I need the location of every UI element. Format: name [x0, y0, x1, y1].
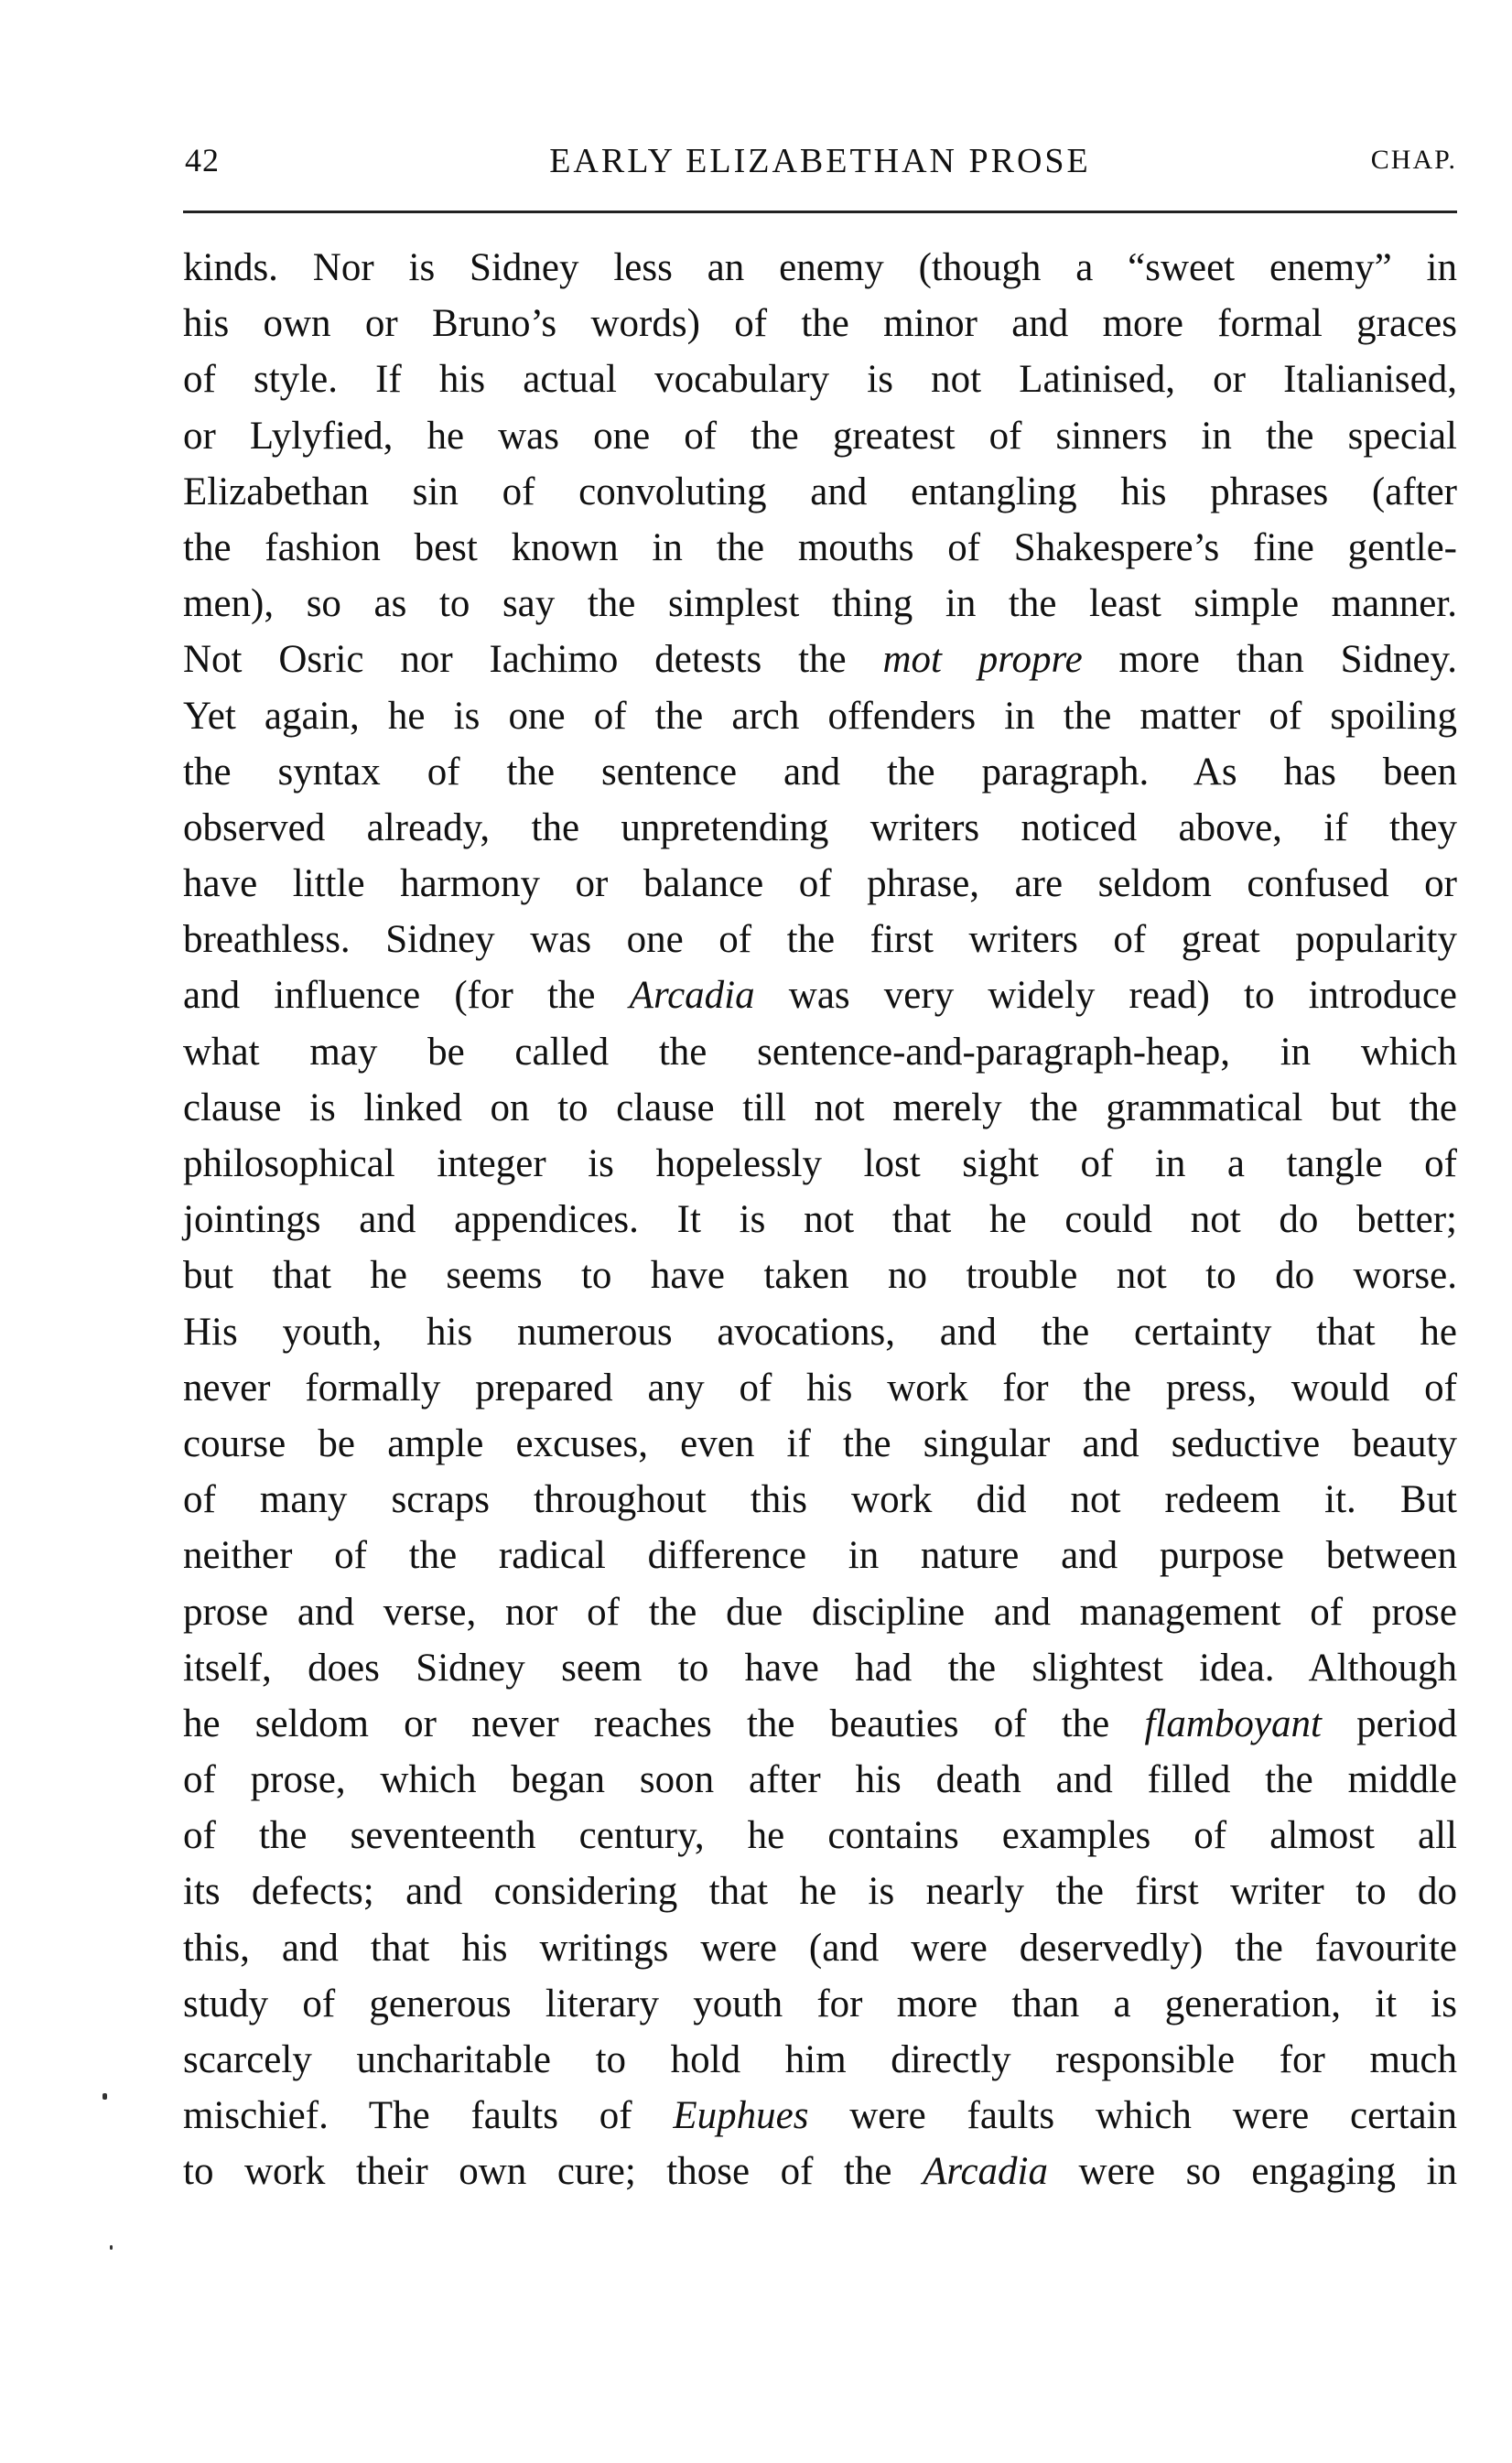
text-run: breathless. Sidney was one of the first writers of great popularity [183, 918, 1457, 962]
text-run: observed already, the unpretending writers noticed above, if they [183, 805, 1457, 849]
text-run: have little harmony or balance of phrase, are seldom confused or [183, 862, 1457, 906]
text-line [183, 1080, 1457, 1136]
text-line [183, 351, 1457, 407]
scan-speck [110, 2245, 113, 2250]
text-line [183, 967, 1457, 1023]
text-line [183, 800, 1457, 856]
text-run: its defects; and considering that he is nearly the first writer to do [183, 1870, 1457, 1914]
text-line [183, 912, 1457, 967]
text-line [183, 240, 1457, 296]
text-line [183, 1976, 1457, 2032]
text-run: kinds. Nor is Sidney less an enemy (though a “sweet enemy” in [183, 246, 1457, 289]
text-line [183, 744, 1457, 800]
text-line [183, 520, 1457, 576]
text-line [183, 1248, 1457, 1303]
text-line [183, 1472, 1457, 1528]
text-run: of many scraps throughout this work did not redeem it. But [183, 1478, 1457, 1522]
text-run: what may be called the sentence-and-paragraph-heap, in which [183, 1030, 1457, 1074]
italic-phrase: Arcadia [629, 974, 755, 1018]
text-run: period [1321, 1701, 1457, 1745]
text-run: were so engaging in [1048, 2150, 1458, 2194]
text-run: clause is linked on to clause till not merely the grammatical but the [183, 1086, 1457, 1129]
text-line [183, 1192, 1457, 1248]
scan-speck [103, 2093, 107, 2100]
text-run: the syntax of the sentence and the paragraph. As has been [183, 750, 1457, 794]
page-number: 42 [185, 142, 220, 178]
text-run: Yet again, he is one of the arch offenders in the matter of spoiling [183, 694, 1457, 738]
text-run: itself, does Sidney seem to have had the slightest idea. Although [183, 1646, 1457, 1690]
chapter-label: CHAP. [1370, 145, 1457, 175]
text-run: this, and that his writings were (and were deservedly) the favourite [183, 1926, 1457, 1970]
italic-phrase: Euphues [673, 2094, 809, 2138]
text-run: men), so as to say the simplest thing in the least simple manner. [183, 582, 1457, 626]
text-line [183, 2088, 1457, 2144]
header-rule [183, 211, 1457, 213]
text-line [183, 1640, 1457, 1696]
text-run: the fashion best known in the mouths of Shakespere’s fine gentle- [183, 525, 1457, 569]
italic-phrase: flamboyant [1144, 1701, 1322, 1745]
text-run: was very widely read) to introduce [754, 974, 1457, 1018]
text-run: were faults which were certain [808, 2094, 1457, 2138]
text-line [183, 296, 1457, 351]
text-line [183, 1528, 1457, 1583]
text-run: Not Osric nor Iachimo detests the [183, 638, 883, 682]
text-line [183, 1863, 1457, 1919]
text-line [183, 1416, 1457, 1472]
text-line [183, 464, 1457, 520]
text-line [183, 2144, 1457, 2199]
text-run: his own or Bruno’s words) of the minor and more formal graces [183, 302, 1457, 346]
text-line [183, 2032, 1457, 2088]
text-run: he seldom or never reaches the beauties of the [183, 1701, 1145, 1745]
text-run: to work their own cure; those of the [183, 2150, 923, 2194]
text-line [183, 856, 1457, 912]
text-run: and influence (for the [183, 974, 630, 1018]
text-line [183, 1920, 1457, 1976]
text-run: of prose, which began soon after his death and filled the middle [183, 1758, 1457, 1802]
body-text [183, 240, 1457, 2200]
text-line [183, 408, 1457, 464]
italic-phrase: Arcadia [923, 2150, 1048, 2194]
text-run: more than Sidney. [1082, 638, 1458, 682]
text-run: His youth, his numerous avocations, and the certainty that he [183, 1310, 1457, 1354]
text-line [183, 1136, 1457, 1192]
text-run: of the seventeenth century, he contains examples of almost all [183, 1814, 1457, 1858]
text-run: mischief. The faults of [183, 2094, 674, 2138]
text-run: philosophical integer is hopelessly lost sight of in a tangle of [183, 1142, 1457, 1185]
text-line [183, 1584, 1457, 1640]
text-line [183, 576, 1457, 632]
text-run: never formally prepared any of his work for the press, would of [183, 1366, 1457, 1410]
text-line [183, 1360, 1457, 1416]
text-line [183, 1808, 1457, 1863]
italic-phrase: mot propre [882, 638, 1083, 682]
text-run: jointings and appendices. It is not that he could not do better; [183, 1198, 1457, 1242]
text-run: of style. If his actual vocabulary is not Latinised, or Italianised, [183, 358, 1457, 402]
text-run: course be ample excuses, even if the singular and seductive beauty [183, 1421, 1457, 1465]
text-line [183, 688, 1457, 744]
text-run: prose and verse, nor of the due discipline and management of prose [183, 1590, 1457, 1634]
text-run: but that he seems to have taken no trouble not to do worse. [183, 1254, 1457, 1298]
text-line [183, 1024, 1457, 1080]
text-run: or Lylyfied, he was one of the greatest of sinners in the special [183, 414, 1457, 458]
text-line [183, 1696, 1457, 1752]
text-run: Elizabethan sin of convoluting and entangling his phrases (after [183, 470, 1457, 513]
running-title: EARLY ELIZABETHAN PROSE [549, 142, 1091, 180]
text-line [183, 1304, 1457, 1360]
running-head [183, 137, 1457, 183]
text-line [183, 1752, 1457, 1808]
text-run: neither of the radical difference in nature and purpose between [183, 1534, 1457, 1578]
text-run: scarcely uncharitable to hold him directly responsible for much [183, 2038, 1457, 2081]
text-run: study of generous literary youth for more than a generation, it is [183, 1982, 1457, 2025]
text-line [183, 632, 1457, 687]
